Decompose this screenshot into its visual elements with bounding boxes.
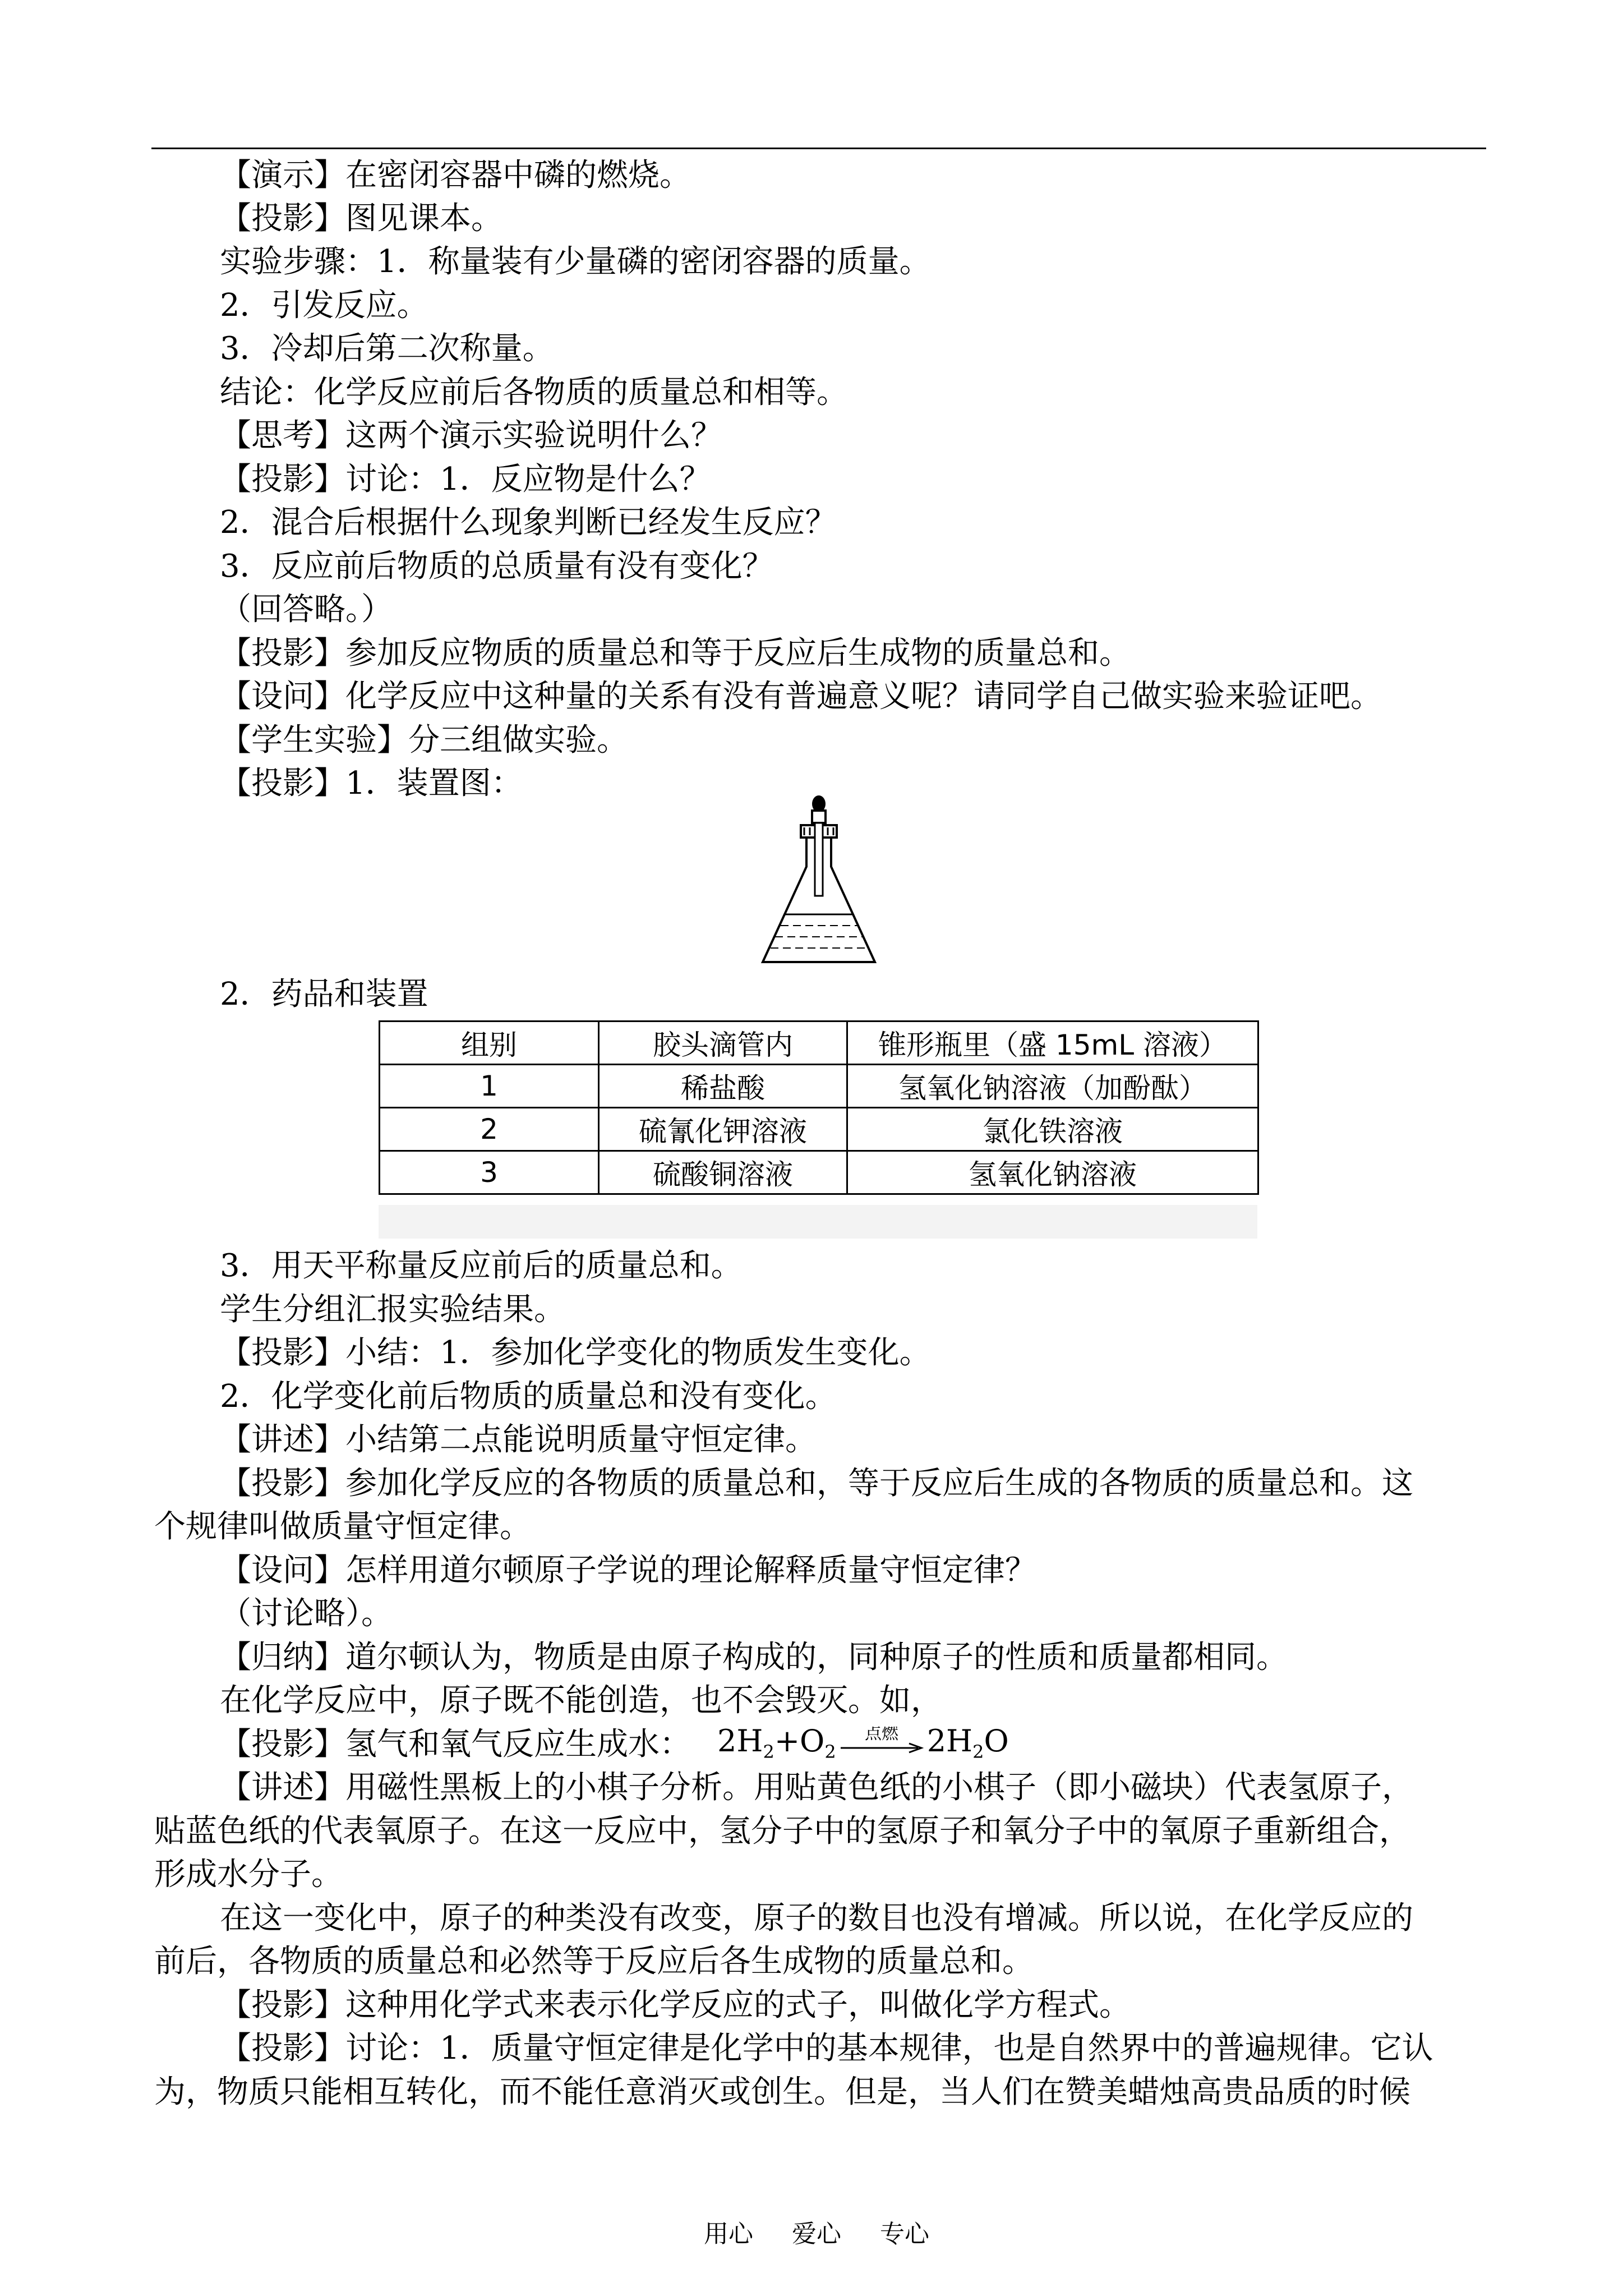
table-cell: 硫氰化钾溶液: [599, 1108, 847, 1151]
text-line: 为，物质只能相互转化，而不能任意消灭或创生。但是，当人们在赞美蜡烛高贵品质的时候: [154, 2074, 1410, 2110]
text-line: 【归纳】道尔顿认为，物质是由原子构成的，同种原子的性质和质量都相同。: [220, 1639, 1288, 1676]
text-line: 【投影】小结：1．参加化学变化的物质发生变化。: [220, 1335, 931, 1371]
text-line: 2．化学变化前后物质的质量总和没有变化。: [220, 1378, 837, 1415]
chemical-equation: [717, 1723, 1009, 1763]
table-cell: 氯化铁溶液: [847, 1108, 1258, 1151]
header-rule: [151, 148, 1486, 149]
text-line: 结论：化学反应前后各物质的质量总和相等。: [220, 374, 848, 411]
table-header-cell: 锥形瓶里（盛 15mL 溶液）: [847, 1022, 1258, 1065]
table-cell: 氢氧化钠溶液（加酚酞）: [847, 1065, 1258, 1108]
text-line: （回答略。）: [220, 591, 393, 628]
text-line: 【设问】化学反应中这种量的关系有没有普遍意义呢？请同学自己做实验来验证吧。: [220, 678, 1382, 715]
dropper-tube-icon: [815, 823, 823, 896]
text-line: 【投影】1．装置图：: [220, 765, 523, 802]
eq-o2-term: $+O_2$: [774, 1723, 836, 1763]
text-line: 3．反应前后物质的总质量有没有变化？: [220, 548, 774, 585]
table-row: [380, 1108, 1258, 1151]
table-cell: 氢氧化钠溶液: [847, 1151, 1258, 1194]
table-header-row: [380, 1022, 1258, 1065]
table-cell: 1: [380, 1065, 599, 1108]
reaction-arrow-icon: [840, 1727, 924, 1760]
table-shadow: [379, 1205, 1257, 1239]
text-line: 【投影】讨论：1．质量守恒定律是化学中的基本规律，也是自然界中的普遍规律。它认: [220, 2030, 1433, 2067]
table-cell: 稀盐酸: [599, 1065, 847, 1108]
text-line: 在化学反应中，原子既不能创造，也不会毁灭。如，: [220, 1682, 942, 1719]
text-line: 贴蓝色纸的代表氧原子。在这一反应中，氢分子中的氢原子和氧分子中的氧原子重新组合，: [154, 1813, 1410, 1849]
table-row: [380, 1065, 1258, 1108]
text-line: 【投影】氢气和氧气反应生成水：: [220, 1726, 691, 1763]
text-line: （讨论略）。: [220, 1595, 393, 1632]
text-line: 2．混合后根据什么现象判断已经发生反应？: [220, 504, 837, 541]
text-line: 【思考】这两个演示实验说明什么？: [220, 417, 722, 454]
text-line: 2．药品和装置: [220, 976, 428, 1013]
text-line: 实验步骤：1．称量装有少量磷的密闭容器的质量。: [220, 243, 931, 280]
reagents-table: [379, 1020, 1259, 1195]
text-line: 学生分组汇报实验结果。: [220, 1291, 565, 1328]
text-line: 【投影】这种用化学式来表示化学反应的式子，叫做化学方程式。: [220, 1987, 1131, 2023]
table-cell: 2: [380, 1108, 599, 1151]
table-cell: 硫酸铜溶液: [599, 1151, 847, 1194]
text-line: 【演示】在密闭容器中磷的燃烧。: [220, 157, 691, 194]
text-line: 【投影】图见课本。: [220, 200, 502, 237]
eq-h2o-term: $2H_2O$: [926, 1723, 1009, 1763]
text-line: 3．冷却后第二次称量。: [220, 330, 554, 367]
text-line: 【投影】参加反应物质的质量总和等于反应后生成物的质量总和。: [220, 635, 1131, 671]
text-line: 【设问】怎样用道尔顿原子学说的理论解释质量守恒定律？: [220, 1552, 1036, 1589]
eq-h2-term: $2H_2$: [717, 1723, 774, 1763]
text-line: 2．引发反应。: [220, 287, 428, 324]
dropper-bulb-icon: [812, 795, 826, 823]
text-line: 【讲述】用磁性黑板上的小棋子分析。用贴黄色纸的小棋子（即小磁块）代表氢原子，: [220, 1769, 1413, 1806]
text-line: 在这一变化中，原子的种类没有改变，原子的数目也没有增减。所以说，在化学反应的: [220, 1900, 1413, 1936]
text-line: 前后，各物质的质量总和必然等于反应后各生成物的质量总和。: [154, 1943, 1034, 1980]
text-line: 【学生实验】分三组做实验。: [220, 722, 628, 758]
flask-apparatus-figure: [751, 794, 886, 973]
text-line: 3．用天平称量反应前后的质量总和。: [220, 1248, 743, 1284]
table-cell: 3: [380, 1151, 599, 1194]
text-line: 个规律叫做质量守恒定律。: [154, 1508, 531, 1545]
table-row: [380, 1151, 1258, 1194]
page-footer: 用心 爱心 专心: [704, 2220, 929, 2248]
table-header-cell: 组别: [380, 1022, 599, 1065]
text-line: 【投影】参加化学反应的各物质的质量总和，等于反应后生成的各物质的质量总和。这: [220, 1465, 1413, 1502]
text-line: 【讲述】小结第二点能说明质量守恒定律。: [220, 1421, 817, 1458]
eq-condition: 点燃: [864, 1727, 898, 1743]
text-line: 形成水分子。: [154, 1856, 343, 1893]
table-header-cell: 胶头滴管内: [599, 1022, 847, 1065]
text-line: 【投影】讨论：1．反应物是什么？: [220, 461, 711, 498]
